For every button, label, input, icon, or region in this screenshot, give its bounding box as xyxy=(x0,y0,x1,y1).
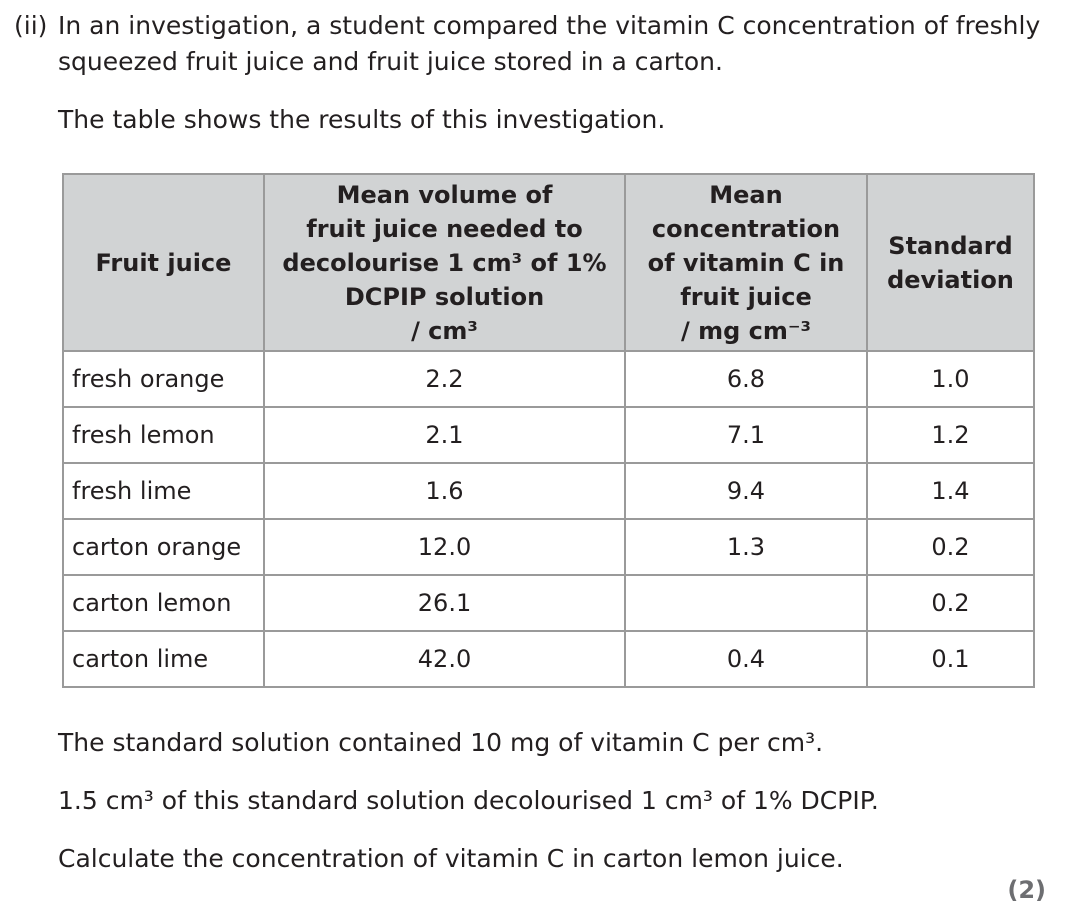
table-row xyxy=(63,463,1034,519)
header-mean-volume-line: decolourise 1 cm³ of 1% xyxy=(282,248,607,277)
task-text: Calculate the concentration of vitamin C in carton lemon juice. xyxy=(58,844,844,873)
header-mean-concentration xyxy=(625,174,867,351)
cell-mean-concentration: 7.1 xyxy=(625,407,867,463)
question-stem xyxy=(58,8,1048,80)
cell-standard-deviation: 0.2 xyxy=(867,575,1034,631)
header-mean-volume-line: Mean volume of xyxy=(336,180,553,209)
results-table xyxy=(62,173,1035,688)
table-row xyxy=(63,519,1034,575)
header-mean-volume xyxy=(264,174,625,351)
header-standard-deviation-line: deviation xyxy=(887,265,1014,294)
table-row xyxy=(63,407,1034,463)
header-mean-concentration-line: fruit juice xyxy=(680,282,812,311)
cell-mean-volume: 42.0 xyxy=(264,631,625,687)
cell-mean-volume: 2.2 xyxy=(264,351,625,407)
cell-mean-volume: 26.1 xyxy=(264,575,625,631)
cell-standard-deviation: 1.0 xyxy=(867,351,1034,407)
table-row xyxy=(63,575,1034,631)
table-row xyxy=(63,351,1034,407)
question-stem-line-1: In an investigation, a student compared the vitamin C concentration of freshly xyxy=(58,11,1041,40)
cell-standard-deviation: 0.2 xyxy=(867,519,1034,575)
cell-mean-concentration-blank xyxy=(625,575,867,631)
cell-standard-deviation: 0.1 xyxy=(867,631,1034,687)
header-mean-concentration-line: Mean xyxy=(709,180,783,209)
header-standard-deviation-line: Standard xyxy=(888,231,1013,260)
cell-standard-deviation: 1.2 xyxy=(867,407,1034,463)
cell-fruit-juice: carton lemon xyxy=(63,575,264,631)
table-row xyxy=(63,631,1034,687)
cell-mean-volume: 12.0 xyxy=(264,519,625,575)
cell-fruit-juice: fresh lemon xyxy=(63,407,264,463)
cell-standard-deviation: 1.4 xyxy=(867,463,1034,519)
table-header-row xyxy=(63,174,1034,351)
header-fruit-juice xyxy=(63,174,264,351)
header-mean-volume-line: fruit juice needed to xyxy=(306,214,583,243)
cell-mean-concentration: 6.8 xyxy=(625,351,867,407)
header-standard-deviation xyxy=(867,174,1034,351)
header-mean-volume-line: DCPIP solution xyxy=(344,282,545,311)
cell-mean-concentration: 1.3 xyxy=(625,519,867,575)
marks-allocation: (2) xyxy=(1007,876,1046,904)
header-mean-volume-unit: / cm³ xyxy=(411,316,478,345)
cell-mean-volume: 2.1 xyxy=(264,407,625,463)
cell-fruit-juice: fresh orange xyxy=(63,351,264,407)
cell-fruit-juice: carton lime xyxy=(63,631,264,687)
header-mean-concentration-line: concentration xyxy=(651,214,841,243)
header-mean-concentration-unit: / mg cm⁻³ xyxy=(680,316,812,345)
decolourised-text: 1.5 cm³ of this standard solution decolourised 1 cm³ of 1% DCPIP. xyxy=(58,786,879,815)
header-mean-concentration-line: of vitamin C in xyxy=(647,248,845,277)
header-fruit-juice-text: Fruit juice xyxy=(95,248,232,277)
question-stem-line-2: squeezed fruit juice and fruit juice stored in a carton. xyxy=(58,47,723,76)
question-number: (ii) xyxy=(14,11,48,40)
cell-fruit-juice: carton orange xyxy=(63,519,264,575)
cell-mean-concentration: 0.4 xyxy=(625,631,867,687)
table-intro: The table shows the results of this investigation. xyxy=(58,105,666,134)
cell-fruit-juice: fresh lime xyxy=(63,463,264,519)
cell-mean-volume: 1.6 xyxy=(264,463,625,519)
cell-mean-concentration: 9.4 xyxy=(625,463,867,519)
standard-solution-text: The standard solution contained 10 mg of vitamin C per cm³. xyxy=(58,728,824,757)
